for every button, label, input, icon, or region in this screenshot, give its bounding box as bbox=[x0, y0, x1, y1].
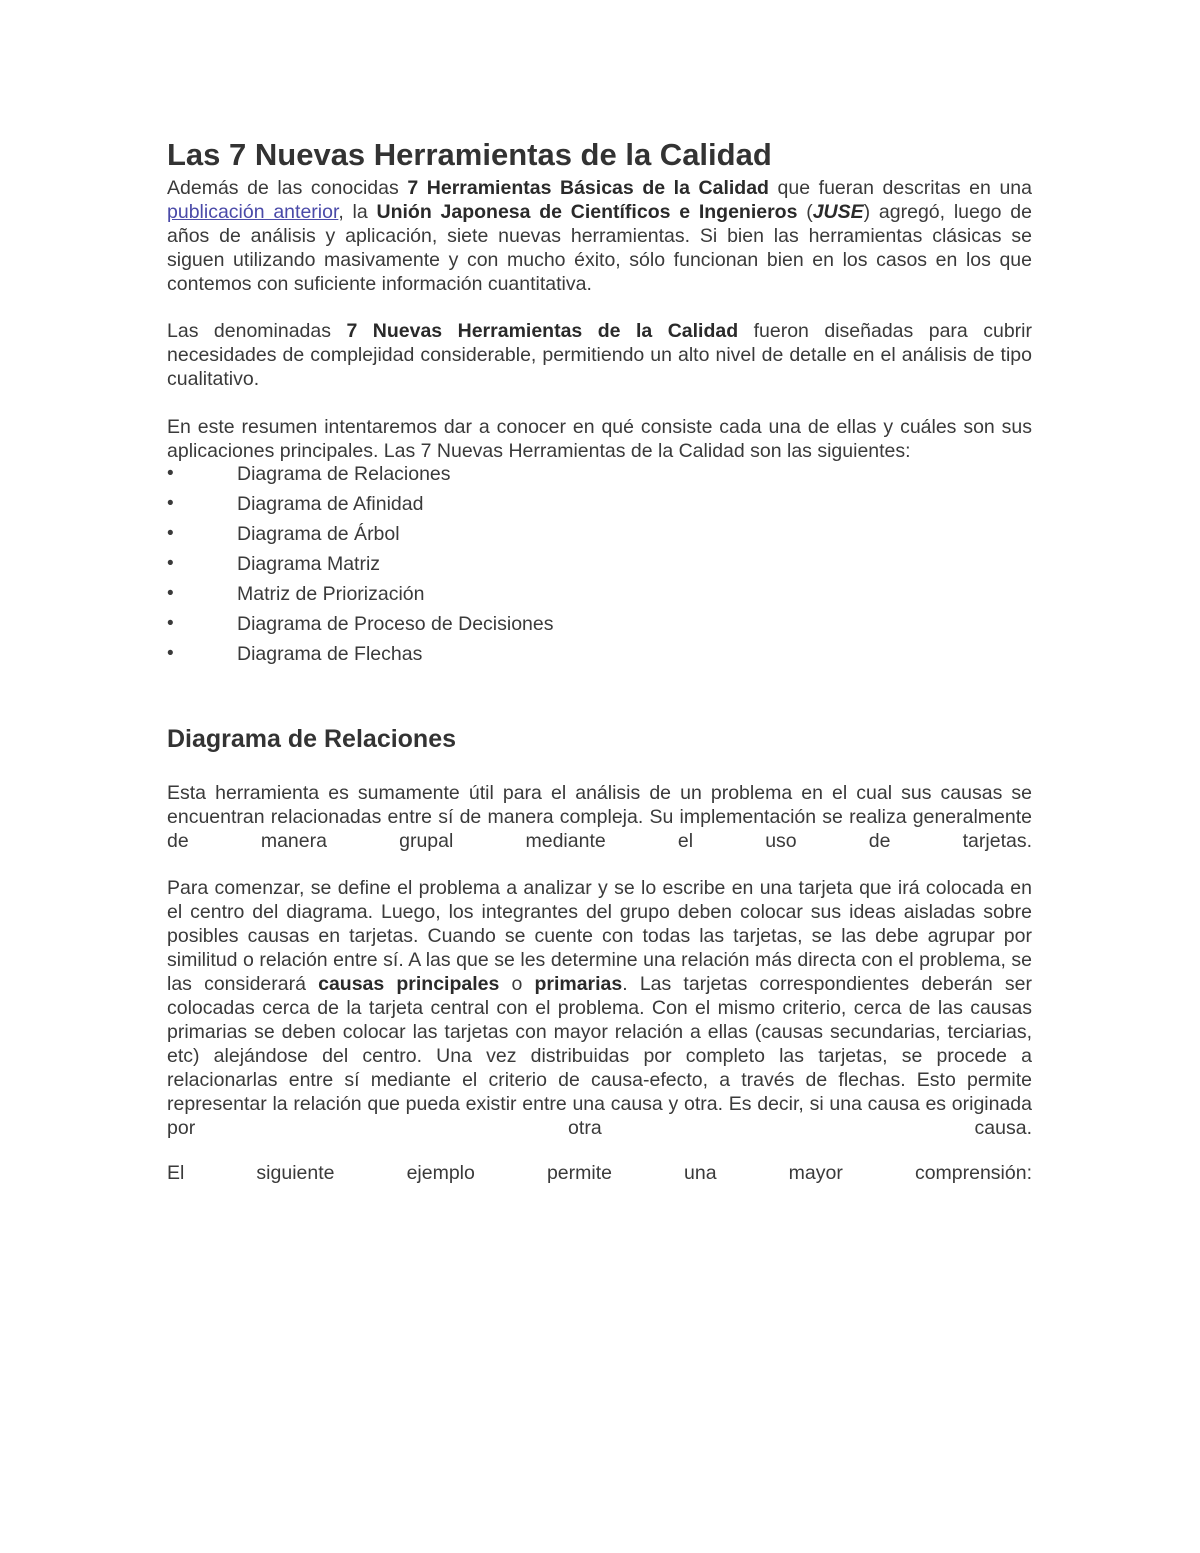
method-bold-primary: primarias bbox=[534, 973, 623, 995]
tools-list bbox=[167, 462, 1032, 672]
list-item bbox=[167, 582, 1032, 612]
list-item-label: Diagrama de Flechas bbox=[237, 643, 423, 665]
list-item bbox=[167, 492, 1032, 522]
bullet-icon: • bbox=[167, 643, 174, 664]
list-item bbox=[167, 522, 1032, 552]
bullet-icon: • bbox=[167, 613, 174, 634]
bullet-icon: • bbox=[167, 463, 174, 484]
intro-text-1: Además de las conocidas bbox=[167, 177, 408, 199]
summary-paragraph: En este resumen intentaremos dar a conocer en qué consiste cada una de ellas y cuáles son sus aplicaciones principales. Las 7 Nuevas Herramientas de la Calidad son las siguientes: bbox=[167, 416, 1032, 462]
para2-bold-new-tools: 7 Nuevas Herramientas de la Calidad bbox=[346, 320, 739, 342]
relations-method-paragraph bbox=[167, 876, 1032, 1140]
document-title: Las 7 Nuevas Herramientas de la Calidad bbox=[167, 137, 772, 172]
intro-bold-basic-tools: 7 Herramientas Básicas de la Calidad bbox=[407, 177, 769, 199]
list-item bbox=[167, 642, 1032, 672]
intro-juse-acronym: JUSE bbox=[812, 201, 864, 223]
intro-bold-juse-name: Unión Japonesa de Científicos e Ingenieros bbox=[376, 201, 798, 223]
new-tools-paragraph bbox=[167, 319, 1032, 391]
list-item-label: Matriz de Priorización bbox=[237, 583, 425, 605]
list-item bbox=[167, 612, 1032, 642]
bullet-icon: • bbox=[167, 583, 174, 604]
example-intro-paragraph: El siguiente ejemplo permite una mayor comprensión: bbox=[167, 1162, 1032, 1184]
list-item bbox=[167, 552, 1032, 582]
list-item-label: Diagrama de Árbol bbox=[237, 523, 400, 545]
previous-publication-link[interactable]: publicación anterior bbox=[167, 201, 339, 223]
bullet-icon: • bbox=[167, 493, 174, 514]
para2-text-2: fueron diseñadas para cubrir necesidades de complejidad considerable, permitiendo un alto nivel de detalle en el análisis de tipo cualitativo. bbox=[167, 320, 1032, 390]
list-item-label: Diagrama de Relaciones bbox=[237, 463, 451, 485]
section-heading-relations: Diagrama de Relaciones bbox=[167, 725, 457, 753]
intro-text-2: que fueran descritas en una bbox=[768, 177, 1032, 199]
intro-paragraph bbox=[167, 176, 1032, 296]
list-item-label: Diagrama de Proceso de Decisiones bbox=[237, 613, 554, 635]
bullet-icon: • bbox=[167, 553, 174, 574]
list-item bbox=[167, 462, 1032, 492]
intro-text-4: ( bbox=[797, 201, 813, 223]
method-text-1: Para comenzar, se define el problema a analizar y se lo escribe en una tarjeta que irá colocada en el centro del diagrama. Luego, los integrantes del grupo deben colocar sus ideas aisladas sobre posibles causas en tarjetas. Cuando se cuente con todas las tarjetas, se las debe agrupar por similitud o relación entre sí. A las que se les determine una relación más directa con el problema, se las considerará bbox=[167, 877, 1032, 995]
method-bold-main-causes: causas principales bbox=[318, 973, 500, 995]
relations-intro-paragraph: Esta herramienta es sumamente útil para el análisis de un problema en el cual sus causas se encuentran relacionadas entre sí de manera compleja. Su implementación se realiza generalmente de manera grupal mediante el uso de tarjetas. bbox=[167, 782, 1032, 852]
list-item-label: Diagrama de Afinidad bbox=[237, 493, 424, 515]
list-item-label: Diagrama Matriz bbox=[237, 553, 381, 575]
intro-text-5: ) agregó, luego de años de análisis y aplicación, siete nuevas herramientas. Si bien las herramientas clásicas se siguen utilizando masivamente y con mucho éxito, sólo funcionan bien en los casos en los que contemos con suficiente información cuantitativa. bbox=[167, 201, 1032, 295]
intro-text-3: , la bbox=[338, 201, 377, 223]
bullet-icon: • bbox=[167, 523, 174, 544]
method-text-2: o bbox=[499, 973, 535, 995]
para2-text-1: Las denominadas bbox=[167, 320, 347, 342]
method-text-3: . Las tarjetas correspondientes deberán ser colocadas cerca de la tarjeta central con el problema. Con el mismo criterio, cerca de las causas primarias se deben colocar las tarjetas con mayor relación a ellas (causas secundarias, terciarias, etc) alejándose del centro. Una vez distribuidas por completo las tarjetas, se procede a relacionarlas entre sí mediante el criterio de causa-efecto, a través de flechas. Esto permite representar la relación que pueda existir entre una causa y otra. Es decir, si una causa es originada por otra causa. bbox=[167, 973, 1032, 1139]
